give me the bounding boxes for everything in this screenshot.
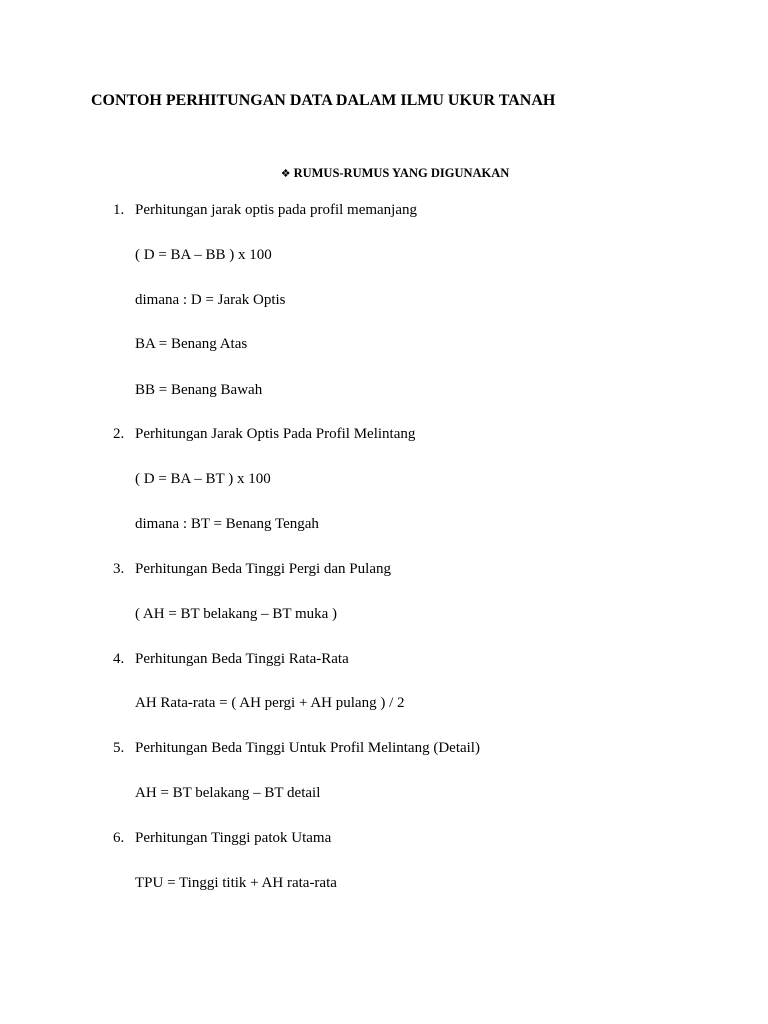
item-1-definition: BB = Benang Bawah bbox=[135, 382, 263, 398]
section-heading bbox=[0, 166, 768, 181]
section-heading-text: RUMUS-RUMUS YANG DIGUNAKAN bbox=[293, 166, 510, 180]
item-2-definition: dimana : BT = Benang Tengah bbox=[135, 516, 319, 532]
item-1-definition: BA = Benang Atas bbox=[135, 336, 248, 352]
item-5-heading: Perhitungan Beda Tinggi Untuk Profil Melintang (Detail) bbox=[135, 740, 480, 756]
item-6-formula: TPU = Tinggi titik + AH rata-rata bbox=[135, 875, 337, 891]
item-1-definition: dimana : D = Jarak Optis bbox=[135, 292, 286, 308]
item-1-formula: ( D = BA – BB ) x 100 bbox=[135, 247, 272, 263]
item-5-formula: AH = BT belakang – BT detail bbox=[135, 785, 321, 801]
item-3-formula: ( AH = BT belakang – BT muka ) bbox=[135, 606, 338, 622]
item-4-number: 4. bbox=[113, 651, 125, 667]
item-1-heading: Perhitungan jarak optis pada profil memanjang bbox=[135, 202, 418, 218]
document-title: CONTOH PERHITUNGAN DATA DALAM ILMU UKUR TANAH bbox=[91, 92, 556, 109]
item-6-number: 6. bbox=[113, 830, 125, 846]
diamond-bullet-icon: ❖ bbox=[280, 168, 291, 180]
item-2-number: 2. bbox=[113, 426, 125, 442]
item-4-heading: Perhitungan Beda Tinggi Rata-Rata bbox=[135, 651, 349, 667]
item-2-formula: ( D = BA – BT ) x 100 bbox=[135, 471, 271, 487]
item-3-number: 3. bbox=[113, 561, 125, 577]
item-2-heading: Perhitungan Jarak Optis Pada Profil Melintang bbox=[135, 426, 416, 442]
item-5-number: 5. bbox=[113, 740, 125, 756]
item-6-heading: Perhitungan Tinggi patok Utama bbox=[135, 830, 332, 846]
item-1-number: 1. bbox=[113, 202, 125, 218]
item-3-heading: Perhitungan Beda Tinggi Pergi dan Pulang bbox=[135, 561, 391, 577]
item-4-formula: AH Rata-rata = ( AH pergi + AH pulang ) / 2 bbox=[135, 695, 405, 711]
